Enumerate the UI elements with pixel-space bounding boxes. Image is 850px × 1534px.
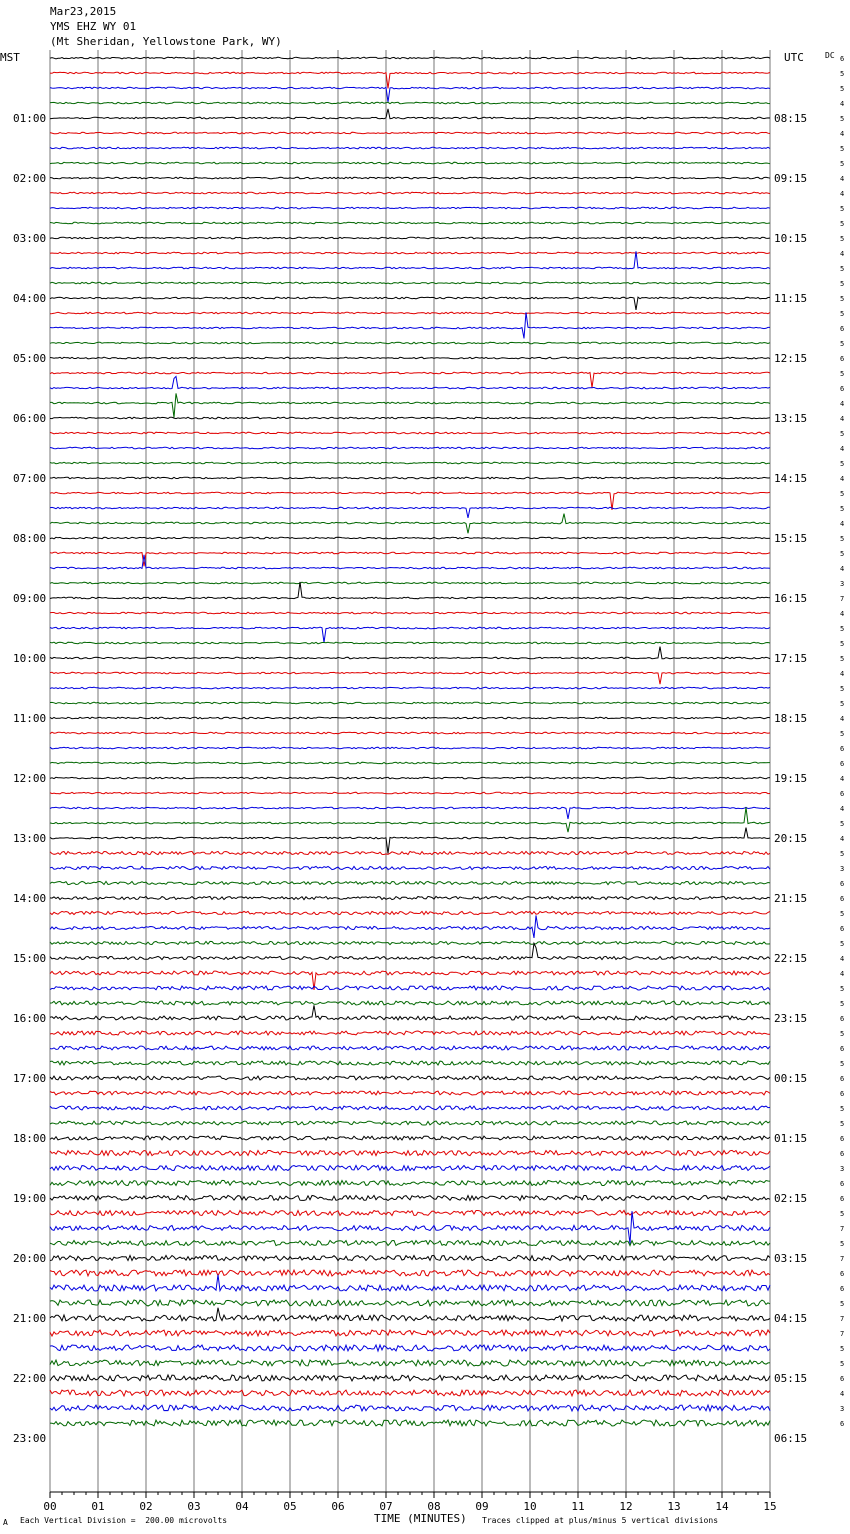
right-hour-label: 09:15 (774, 172, 808, 185)
dc-offset-value: 6 (840, 1015, 845, 1023)
seismic-trace (50, 507, 770, 518)
seismic-trace (50, 762, 770, 764)
dc-offset-value: 5 (840, 940, 845, 948)
dc-offset-value: 5 (840, 640, 845, 648)
left-hour-label: 23:00 (13, 1432, 47, 1445)
right-hour-label: 03:15 (774, 1252, 808, 1265)
seismic-trace (50, 851, 770, 854)
dc-offset-value: 5 (840, 1240, 845, 1248)
seismic-trace (50, 376, 770, 388)
seismic-trace (50, 447, 770, 449)
dc-offset-value: 6 (840, 1285, 845, 1293)
chart-date: Mar23,2015 (50, 5, 117, 18)
x-tick-label: 01 (91, 1500, 105, 1513)
seismic-trace (50, 537, 770, 539)
seismic-trace (50, 1420, 770, 1426)
dc-offset-value: 4 (840, 520, 845, 528)
seismic-trace (50, 162, 770, 164)
seismic-trace (50, 702, 770, 704)
dc-offset-value: 3 (840, 1165, 845, 1173)
clip-note: Traces clipped at plus/minus 5 vertical divisions (482, 1516, 719, 1525)
dc-offset-value: 5 (840, 490, 845, 498)
dc-offset-value: 4 (840, 175, 845, 183)
x-tick-label: 07 (379, 1500, 393, 1513)
dc-offset-value: 4 (840, 775, 845, 783)
right-hour-label: 10:15 (774, 232, 808, 245)
dc-offset-value: 5 (840, 535, 845, 543)
dc-offset-value: 4 (840, 715, 845, 723)
seismic-trace (50, 943, 770, 959)
left-hour-label: 09:00 (13, 592, 47, 605)
left-hour-label: 07:00 (13, 472, 47, 485)
right-hour-label: 20:15 (774, 832, 808, 845)
dc-offset-value: 5 (840, 985, 845, 993)
station-code: YMS EHZ WY 01 (50, 20, 137, 33)
left-hour-label: 03:00 (13, 232, 47, 245)
seismic-trace (50, 342, 770, 344)
seismic-trace (50, 1031, 770, 1035)
seismic-trace (50, 828, 770, 854)
seismic-trace (50, 941, 770, 944)
dc-offset-value: 5 (840, 430, 845, 438)
right-hour-label: 19:15 (774, 772, 808, 785)
dc-offset-value: 5 (840, 310, 845, 318)
x-tick-label: 04 (235, 1500, 249, 1513)
dc-offset-value: 5 (840, 340, 845, 348)
right-hour-label: 13:15 (774, 412, 808, 425)
right-hour-label: 04:15 (774, 1312, 808, 1325)
right-hour-label: 00:15 (774, 1072, 808, 1085)
seismic-trace (50, 237, 770, 239)
right-hour-label: 12:15 (774, 352, 808, 365)
seismic-trace (50, 1091, 770, 1095)
seismic-trace (50, 896, 770, 899)
dc-offset-value: 6 (840, 1180, 845, 1188)
x-tick-label: 14 (715, 1500, 729, 1513)
dc-offset-value: 5 (840, 1105, 845, 1113)
x-tick-label: 03 (187, 1500, 201, 1513)
seismic-trace (50, 72, 770, 88)
seismic-trace (50, 1360, 770, 1366)
seismic-trace (50, 87, 770, 102)
dc-offset-value: 4 (840, 565, 845, 573)
scale-note: Each Vertical Division = 200.00 microvolts (20, 1516, 228, 1525)
seismic-trace (50, 393, 770, 417)
x-tick-label: 02 (139, 1500, 153, 1513)
seismic-trace (50, 747, 770, 749)
seismic-trace (50, 207, 770, 209)
x-tick-label: 10 (523, 1500, 537, 1513)
dc-offset-value: 5 (840, 1345, 845, 1353)
seismic-trace (50, 612, 770, 614)
seismic-trace (50, 1211, 770, 1244)
dc-offset-value: 5 (840, 1360, 845, 1368)
seismic-trace (50, 866, 770, 869)
seismic-trace (50, 1275, 770, 1291)
dc-offset-value: 6 (840, 1075, 845, 1083)
dc-offset-value: 6 (840, 1195, 845, 1203)
dc-offset-value: 5 (840, 85, 845, 93)
seismic-trace (50, 477, 770, 479)
x-tick-label: 08 (427, 1500, 441, 1513)
x-tick-label: 06 (331, 1500, 345, 1513)
dc-offset-value: 5 (840, 460, 845, 468)
dc-offset-value: 5 (840, 265, 845, 273)
seismic-trace (50, 642, 770, 644)
left-hour-label: 21:00 (13, 1312, 47, 1325)
dc-offset-value: 5 (840, 235, 845, 243)
dc-offset-value: 4 (840, 805, 845, 813)
right-hour-label: 15:15 (774, 532, 808, 545)
seismic-trace (50, 1345, 770, 1351)
seismic-trace (50, 732, 770, 734)
seismic-trace (50, 881, 770, 884)
seismic-trace (50, 1300, 770, 1306)
right-hour-label: 22:15 (774, 952, 808, 965)
dc-offset-value: 3 (840, 580, 845, 588)
right-hour-label: 08:15 (774, 112, 808, 125)
dc-offset-value: 5 (840, 70, 845, 78)
dc-offset-value: 4 (840, 955, 845, 963)
dc-offset-value: 5 (840, 550, 845, 558)
dc-offset-value: 5 (840, 820, 845, 828)
left-hour-label: 08:00 (13, 532, 47, 545)
dc-offset-value: 5 (840, 1030, 845, 1038)
dc-offset-value: 6 (840, 745, 845, 753)
dc-offset-value: 6 (840, 55, 845, 63)
dc-offset-value: 5 (840, 700, 845, 708)
seismic-trace (50, 192, 770, 194)
dc-offset-value: 7 (840, 595, 845, 603)
right-hour-label: 06:15 (774, 1432, 808, 1445)
dc-offset-value: 7 (840, 1315, 845, 1323)
dc-offset-value: 4 (840, 400, 845, 408)
seismic-trace (50, 687, 770, 689)
seismic-trace (50, 552, 770, 566)
right-hour-label: 18:15 (774, 712, 808, 725)
seismic-trace (50, 1405, 770, 1411)
dc-offset-value: 6 (840, 385, 845, 393)
left-timezone-label: MST (0, 51, 20, 64)
dc-offset-value: 5 (840, 625, 845, 633)
left-hour-label: 11:00 (13, 712, 47, 725)
seismic-trace (50, 252, 770, 254)
dc-offset-value: 5 (840, 1300, 845, 1308)
seismic-trace (50, 462, 770, 464)
seismic-trace (50, 177, 770, 179)
left-hour-label: 19:00 (13, 1192, 47, 1205)
seismic-trace (50, 147, 770, 149)
seismic-trace (50, 312, 770, 314)
dc-offset-value: 6 (840, 1090, 845, 1098)
seismic-trace (50, 1165, 770, 1170)
seismic-trace (50, 1046, 770, 1050)
left-hour-label: 20:00 (13, 1252, 47, 1265)
right-hour-label: 05:15 (774, 1372, 808, 1385)
x-axis-title: TIME (MINUTES) (374, 1512, 467, 1525)
seismic-trace (50, 282, 770, 284)
seismic-trace (50, 222, 770, 224)
seismic-trace (50, 297, 770, 310)
right-hour-label: 14:15 (774, 472, 808, 485)
x-tick-label: 12 (619, 1500, 633, 1513)
seismic-trace (50, 432, 770, 434)
dc-offset-value: 4 (840, 415, 845, 423)
dc-offset-value: 4 (840, 670, 845, 678)
seismic-trace (50, 1076, 770, 1080)
x-tick-label: 05 (283, 1500, 297, 1513)
left-hour-label: 10:00 (13, 652, 47, 665)
seismic-trace (50, 1255, 770, 1260)
dc-offset-value: 5 (840, 205, 845, 213)
seismic-trace (50, 807, 770, 819)
dc-offset-value: 4 (840, 610, 845, 618)
seismic-trace (50, 986, 770, 990)
dc-offset-value: 4 (840, 835, 845, 843)
dc-offset-value: 5 (840, 295, 845, 303)
dc-offset-value: 6 (840, 1420, 845, 1428)
seismic-trace (50, 1180, 770, 1185)
dc-offset-value: 5 (840, 160, 845, 168)
left-hour-label: 13:00 (13, 832, 47, 845)
dc-offset-value: 4 (840, 475, 845, 483)
seismic-trace (50, 1210, 770, 1215)
dc-offset-value: 6 (840, 1375, 845, 1383)
dc-offset-value: 6 (840, 325, 845, 333)
dc-offset-value: 4 (840, 1390, 845, 1398)
right-hour-label: 17:15 (774, 652, 808, 665)
seismic-trace (50, 807, 770, 832)
right-timezone-label: UTC (784, 51, 804, 64)
right-hour-label: 11:15 (774, 292, 808, 305)
seismic-trace (50, 1195, 770, 1200)
left-hour-label: 15:00 (13, 952, 47, 965)
right-hour-label: 16:15 (774, 592, 808, 605)
dc-offset-value: 5 (840, 685, 845, 693)
left-hour-label: 12:00 (13, 772, 47, 785)
seismic-trace (50, 1121, 770, 1125)
dc-offset-value: 4 (840, 250, 845, 258)
dc-offset-value: 4 (840, 970, 845, 978)
seismic-trace (50, 372, 770, 388)
right-hour-label: 02:15 (774, 1192, 808, 1205)
seismic-trace (50, 555, 770, 569)
x-tick-label: 15 (763, 1500, 777, 1513)
seismic-trace (50, 915, 770, 938)
corner-mark: A (3, 1518, 8, 1527)
seismic-trace (50, 1106, 770, 1110)
seismic-trace (50, 1001, 770, 1005)
dc-offset-value: 5 (840, 1000, 845, 1008)
seismic-trace (50, 1005, 770, 1020)
dc-offset-value: 6 (840, 1270, 845, 1278)
seismic-trace (50, 1308, 770, 1321)
dc-offset-value: 6 (840, 880, 845, 888)
dc-offset-value: 6 (840, 355, 845, 363)
dc-offset-value: 6 (840, 925, 845, 933)
seismic-trace (50, 109, 770, 119)
dc-offset-value: 4 (840, 190, 845, 198)
left-hour-label: 16:00 (13, 1012, 47, 1025)
dc-offset-value: 3 (840, 1405, 845, 1413)
seismic-trace (50, 1136, 770, 1140)
dc-offset-value: 4 (840, 445, 845, 453)
left-hour-label: 06:00 (13, 412, 47, 425)
right-hour-label: 23:15 (774, 1012, 808, 1025)
seismic-trace (50, 417, 770, 419)
seismic-trace (50, 132, 770, 134)
dc-offset-value: 4 (840, 130, 845, 138)
dc-offset-value: 5 (840, 1210, 845, 1218)
seismic-trace (50, 777, 770, 779)
right-hour-label: 01:15 (774, 1132, 808, 1145)
x-tick-label: 13 (667, 1500, 681, 1513)
seismic-trace (50, 251, 770, 268)
dc-offset-value: 6 (840, 1150, 845, 1158)
dc-offset-value: 6 (840, 895, 845, 903)
seismic-trace (50, 717, 770, 719)
dc-offset-value: 5 (840, 850, 845, 858)
left-hour-label: 01:00 (13, 112, 47, 125)
seismic-trace (50, 1330, 770, 1336)
dc-offset-value: 5 (840, 370, 845, 378)
seismic-trace (50, 582, 770, 584)
dc-offset-value: 5 (840, 730, 845, 738)
left-hour-label: 22:00 (13, 1372, 47, 1385)
left-hour-label: 14:00 (13, 892, 47, 905)
seismic-trace (50, 1375, 770, 1381)
seismic-trace (50, 627, 770, 642)
x-tick-label: 00 (43, 1500, 57, 1513)
dc-offset-value: 6 (840, 1135, 845, 1143)
x-tick-label: 11 (571, 1500, 585, 1513)
seismic-trace (50, 647, 770, 659)
dc-offset-value: 7 (840, 1255, 845, 1263)
left-hour-label: 04:00 (13, 292, 47, 305)
seismic-trace (50, 1240, 770, 1245)
seismic-trace (50, 1390, 770, 1396)
seismic-trace (50, 1270, 770, 1276)
seismic-trace (50, 911, 770, 914)
dc-offset-value: 3 (840, 865, 845, 873)
seismic-trace (50, 514, 770, 534)
left-hour-label: 18:00 (13, 1132, 47, 1145)
dc-offset-value: 5 (840, 910, 845, 918)
dc-offset-value: 6 (840, 760, 845, 768)
dc-offset-value: 6 (840, 1045, 845, 1053)
dc-offset-value: 5 (840, 145, 845, 153)
seismic-trace (50, 672, 770, 684)
station-location: (Mt Sheridan, Yellowstone Park, WY) (50, 35, 282, 48)
left-hour-label: 02:00 (13, 172, 47, 185)
seismic-trace (50, 57, 770, 59)
dc-offset-value: 5 (840, 1060, 845, 1068)
seismic-trace (50, 1150, 770, 1155)
dc-offset-value: 5 (840, 115, 845, 123)
right-hour-label: 21:15 (774, 892, 808, 905)
dc-offset-value: 6 (840, 790, 845, 798)
dc-offset-value: 5 (840, 655, 845, 663)
dc-offset-header: DC (825, 51, 835, 60)
dc-offset-value: 5 (840, 220, 845, 228)
seismic-trace (50, 357, 770, 359)
dc-offset-value: 7 (840, 1225, 845, 1233)
dc-offset-value: 5 (840, 1120, 845, 1128)
seismic-trace (50, 582, 770, 599)
dc-offset-value: 4 (840, 100, 845, 108)
seismic-trace (50, 312, 770, 338)
dc-offset-value: 7 (840, 1330, 845, 1338)
left-hour-label: 05:00 (13, 352, 47, 365)
dc-offset-value: 5 (840, 280, 845, 288)
seismic-trace (50, 1061, 770, 1065)
dc-offset-value: 5 (840, 505, 845, 513)
left-hour-label: 17:00 (13, 1072, 47, 1085)
seismic-trace (50, 102, 770, 104)
seismic-trace (50, 792, 770, 794)
x-tick-label: 09 (475, 1500, 489, 1513)
